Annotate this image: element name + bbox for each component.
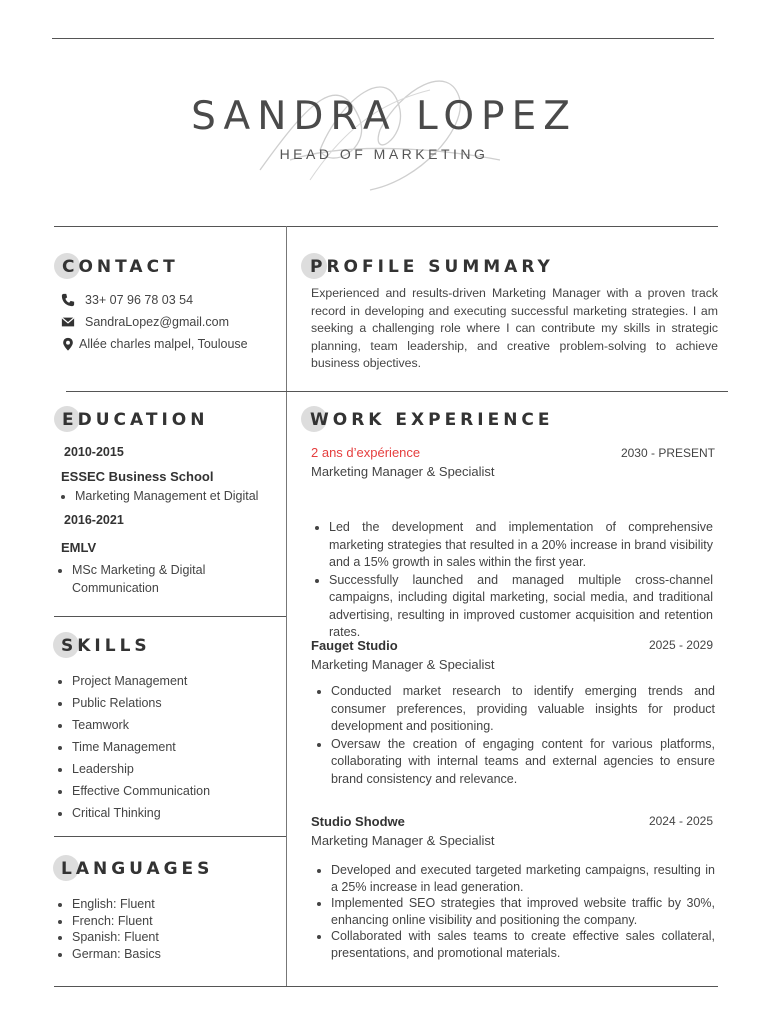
list-item: • Led the development and implementation of comprehensive marketing strategies that resulted in a 20% increase in brand visibility and a 15% growth in sales within the first year.: [329, 519, 713, 572]
list-item: • Implemented SEO strategies that improved website traffic by 30%, enhancing online visibility and positioning the company.: [331, 895, 715, 928]
list-item: • Marketing Management et Digital: [75, 489, 295, 503]
contact-heading: CONTACT: [62, 257, 179, 277]
education-school: ESSEC Business School: [61, 469, 214, 484]
list-item: • French: Fluent: [72, 913, 297, 930]
list-item: • MSc Marketing & Digital Communication: [72, 561, 242, 597]
contact-address: Allée charles malpel, Toulouse: [79, 337, 248, 351]
job-role: Marketing Manager & Specialist: [311, 657, 495, 672]
list-item: • Teamwork: [72, 714, 297, 736]
job-bullets: [313, 862, 715, 961]
list-item: • Oversaw the creation of engaging content for various platforms, collaborating with internal teams and external agencies to ensure brand consistency and relevance.: [331, 736, 715, 789]
bottom-rule: [54, 986, 718, 987]
list-item: • Collaborated with sales teams to create effective sales collateral, presentations, and promotional materials.: [331, 928, 715, 961]
profile-rule: [286, 391, 728, 392]
list-item: • German: Basics: [72, 946, 297, 963]
job-bullets: [313, 683, 715, 788]
job-company: Studio Shodwe: [311, 814, 405, 829]
skills-list: [54, 670, 297, 824]
list-item: • Public Relations: [72, 692, 297, 714]
job-title: HEAD OF MARKETING: [279, 146, 489, 162]
education-years: 2010-2015: [64, 445, 124, 459]
list-item: • Time Management: [72, 736, 297, 758]
experience-heading: WORK EXPERIENCE: [310, 410, 554, 430]
list-item: • Developed and executed targeted marketing campaigns, resulting in a 25% increase in lead generation.: [331, 862, 715, 895]
list-item: • Spanish: Fluent: [72, 929, 297, 946]
job-dates: 2025 - 2029: [648, 638, 713, 652]
profile-text: Experienced and results-driven Marketing Manager with a proven track record in developing and executing successful marketing strategies. I am seeking a challenging role where I can contribute my skills in strategic planning, team leadership, and creative problem-solving to achieve business objectives.: [311, 286, 718, 370]
skills-heading: SKILLS: [61, 636, 151, 656]
languages-heading: LANGUAGES: [61, 859, 214, 879]
job-dates: 2024 - 2025: [648, 814, 713, 828]
skills-rule: [54, 836, 286, 837]
top-rule: [52, 38, 714, 39]
job-company: 2 ans d’expérience: [311, 445, 421, 460]
contact-phone: 33+ 07 96 78 03 54: [85, 293, 194, 307]
list-item: • Conducted market research to identify emerging trends and consumer preferences, providing valuable insights for product development and positioning.: [331, 683, 715, 736]
contact-rule: [66, 391, 286, 392]
list-item: • Leadership: [72, 758, 297, 780]
job-bullets: [311, 519, 713, 642]
location-icon: [61, 337, 75, 351]
education-rule: [54, 616, 286, 617]
mail-icon: [61, 315, 75, 329]
education-years: 2016-2021: [64, 513, 124, 527]
list-item: • English: Fluent: [72, 896, 297, 913]
list-item: • Critical Thinking: [72, 802, 297, 824]
job-role: Marketing Manager & Specialist: [311, 464, 495, 479]
education-school: EMLV: [61, 540, 97, 555]
job-company: Fauget Studio: [311, 638, 398, 653]
languages-list: [54, 896, 297, 962]
education-items: [54, 561, 242, 597]
list-item: • Effective Communication: [72, 780, 297, 802]
list-item: • Project Management: [72, 670, 297, 692]
header-rule: [54, 226, 718, 227]
contact-email: SandraLopez@gmail.com: [85, 315, 230, 329]
person-name: SANDRA LOPEZ: [191, 94, 577, 139]
phone-icon: [61, 293, 75, 307]
job-dates: 2030 - PRESENT: [620, 446, 715, 460]
job-role: Marketing Manager & Specialist: [311, 833, 495, 848]
list-item: • Successfully launched and managed multiple cross-channel campaigns, including digital marketing, social media, and traditional advertising, resulting in improved customer acquisition and retention rates.: [329, 572, 713, 642]
education-heading: EDUCATION: [62, 410, 209, 430]
profile-heading: PROFILE SUMMARY: [310, 257, 554, 277]
column-divider: [286, 226, 287, 986]
education-items: [57, 489, 295, 503]
